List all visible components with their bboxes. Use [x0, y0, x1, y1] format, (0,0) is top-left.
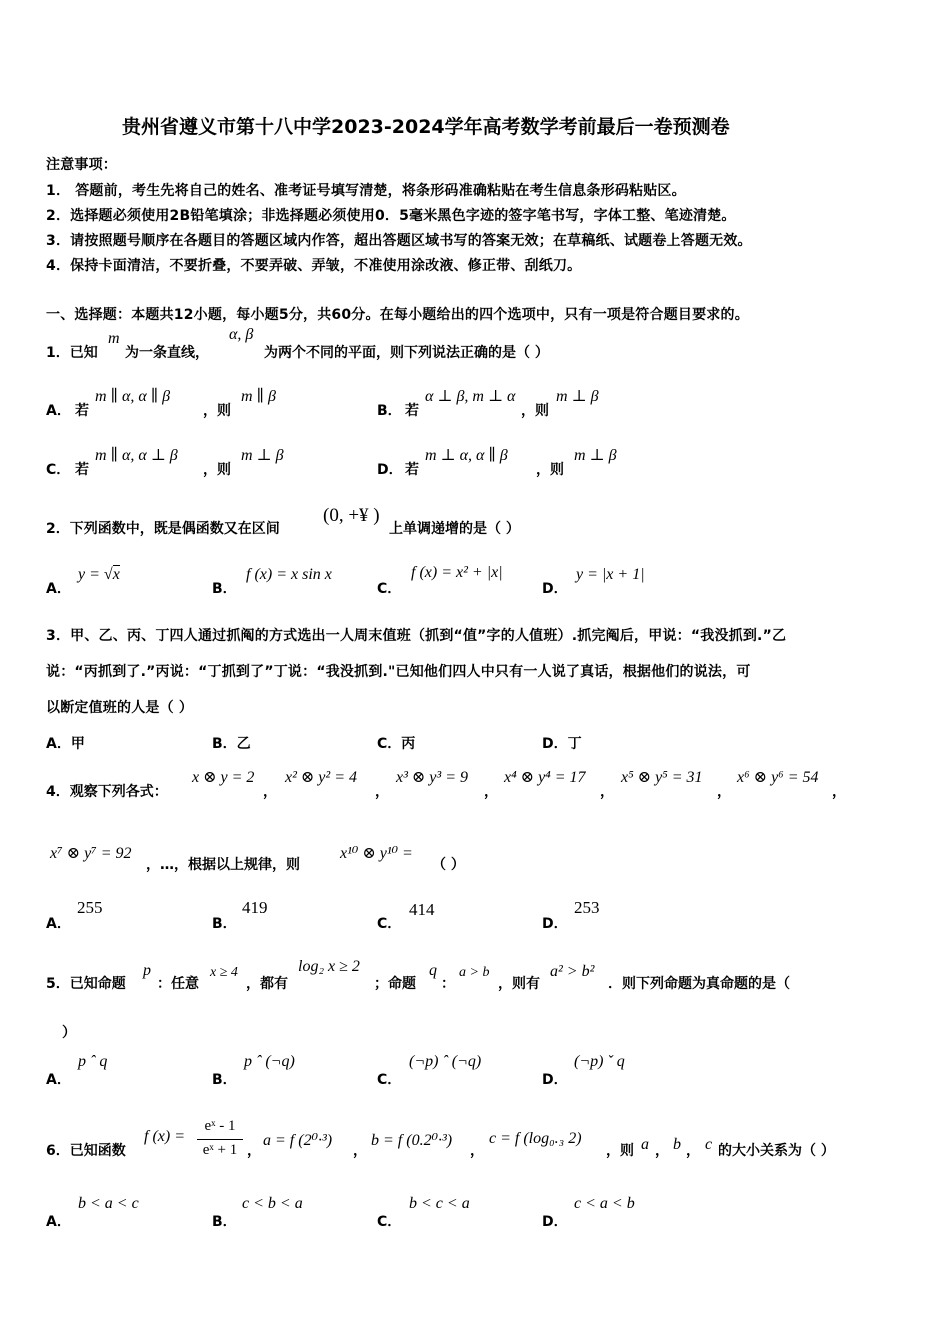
q6-option-d-expr: c < a < b — [574, 1195, 635, 1212]
q6-option-b-label: B． — [212, 1214, 237, 1230]
q3-option-c — [377, 733, 415, 753]
q3-option-a — [46, 733, 85, 753]
q6-fraction-bar — [197, 1139, 243, 1140]
q3-line-3: 以断定值班的人是（ ） — [46, 700, 194, 716]
q5-cond-3: a > b — [459, 965, 490, 980]
q4-option-b-value: 419 — [242, 898, 268, 917]
q5-text-4: ；命题 — [374, 976, 416, 992]
q2-option-a-lhs: y = — [78, 566, 104, 583]
q4-expr-5: x⁵ ⊗ y⁵ = 31 — [621, 769, 703, 786]
q5-option-d-expr: (¬p) ˇ q — [574, 1053, 625, 1070]
q1-option-b-cond: α ⊥ β, m ⊥ α — [425, 388, 516, 405]
q6-var-c: c — [705, 1136, 713, 1153]
notice-item-4: 4．保持卡面清洁，不要折叠，不要弄破、弄皱，不准使用涂改液、修正带、刮纸刀。 — [46, 258, 582, 274]
q5-cond-2: log₂ x ≥ 2 — [298, 958, 360, 975]
q2-text-1: 2．下列函数中，既是偶函数又在区间 — [46, 521, 280, 537]
q1-text-2: 为一条直线， — [125, 345, 209, 361]
q4-option-d-label: D． — [542, 916, 568, 932]
q6-var-a: a — [641, 1136, 649, 1153]
q6-function-numerator: eˣ - 1 — [204, 1118, 236, 1134]
q1-option-c-res: m ⊥ β — [241, 447, 284, 464]
q1-option-b-label: B． — [377, 403, 402, 419]
q3-option-d-text: 丁 — [567, 736, 582, 752]
q1-text-3: 为两个不同的平面，则下列说法正确的是（ ） — [264, 345, 549, 361]
q1-option-c-cond: m ∥ α, α ⊥ β — [95, 447, 178, 464]
q4-comma-1: ， — [263, 784, 277, 800]
notice-item-1: 1． 答题前，考生先将自己的姓名、准考证号填写清楚，将条形码准确粘贴在考生信息条形码粘贴区。 — [46, 183, 686, 199]
q5-option-c-expr: (¬p) ˆ (¬q) — [409, 1053, 482, 1070]
q1-option-a-label: A． — [46, 403, 71, 419]
q2-option-a-radicand: x — [112, 566, 120, 583]
q6-sep-1: ， — [247, 1143, 261, 1159]
q4-option-c-label: C． — [377, 916, 402, 932]
q1-option-c-ze: ，则 — [203, 462, 231, 478]
q5-cond-1: x ≥ 4 — [210, 965, 238, 980]
notice-item-2: 2．选择题必须使用2B铅笔填涂；非选择题必须使用0．5毫米黑色字迹的签字笔书写，字体工整、笔迹清楚。 — [46, 208, 736, 224]
q5-option-a-expr: p ˆ q — [78, 1053, 108, 1070]
q2-interval: (0, +¥ ) — [323, 505, 380, 526]
q3-option-b-text: 乙 — [236, 736, 251, 752]
q3-option-b — [212, 733, 251, 753]
q5-option-b-expr: p ˆ (¬q) — [244, 1053, 295, 1070]
q4-option-d-value: 253 — [574, 898, 600, 917]
q1-planes: α, β — [229, 326, 254, 343]
q3-option-a-label: A． — [46, 736, 71, 752]
q5-var-q: q — [429, 962, 437, 979]
notice-item-3: 3．请按照题号顺序在各题目的答题区域内作答，超出答题区域书写的答案无效；在草稿纸、试题卷上答题无效。 — [46, 233, 752, 249]
q5-text-cont: ） — [62, 1025, 76, 1041]
q5-text-1: 5．已知命题 — [46, 976, 126, 992]
q1-option-d-res: m ⊥ β — [574, 447, 617, 464]
q1-option-b-res: m ⊥ β — [556, 388, 599, 405]
q5-text-2: ：任意 — [157, 976, 199, 992]
q6-option-a-expr: b < a < c — [78, 1195, 139, 1212]
page-title: 贵州省遵义市第十八中学2023-2024学年高考数学考前最后一卷预测卷 — [122, 116, 730, 138]
q4-expr-1: x ⊗ y = 2 — [192, 769, 255, 786]
q1-option-b-ruo: 若 — [405, 403, 419, 419]
q5-var-p: p — [143, 962, 151, 979]
q4-expr-10: x¹⁰ ⊗ y¹⁰ = — [340, 845, 413, 862]
q5-cond-4: a² > b² — [550, 963, 595, 980]
q1-option-a-ze: ，则 — [203, 403, 231, 419]
q3-line-2: 说：“丙抓到了.”丙说：“丁抓到了”丁说：“我没抓到."已知他们四人中只有一人说了真话，根据他们的说法，可 — [46, 664, 751, 680]
q1-option-d-ruo: 若 — [405, 462, 419, 478]
q4-option-a-value: 255 — [77, 898, 103, 917]
q4-text-1: 4．观察下列各式： — [46, 784, 168, 800]
q1-option-a-ruo: 若 — [75, 403, 89, 419]
q6-def-a: a = f (2⁰·³) — [263, 1132, 333, 1149]
q4-expr-3: x³ ⊗ y³ = 9 — [396, 769, 468, 786]
q6-sep-3: ， — [470, 1143, 484, 1159]
q6-text-3: 的大小关系为（ ） — [718, 1143, 835, 1159]
q4-option-a-label: A． — [46, 916, 71, 932]
q4-comma-3: ， — [484, 784, 498, 800]
q2-option-b-label: B． — [212, 581, 237, 597]
q5-option-a-label: A． — [46, 1072, 71, 1088]
q6-var-b: b — [673, 1136, 681, 1153]
q3-option-d-label: D． — [542, 736, 568, 752]
q4-expr-7: x⁷ ⊗ y⁷ = 92 — [50, 845, 132, 862]
sqrt-icon: √ — [103, 566, 113, 583]
q3-option-b-label: B． — [212, 736, 237, 752]
q2-option-a-label: A． — [46, 581, 71, 597]
q4-comma-4: ， — [600, 784, 614, 800]
q4-comma-5: ， — [717, 784, 731, 800]
q4-option-c-value: 414 — [409, 900, 435, 919]
q5-option-c-label: C． — [377, 1072, 402, 1088]
notice-heading: 注意事项： — [46, 157, 117, 173]
q4-option-b-label: B． — [212, 916, 237, 932]
q6-text-1: 6．已知函数 — [46, 1143, 126, 1159]
q6-def-b: b = f (0.2⁰·³) — [371, 1132, 453, 1149]
q5-text-6: ，则有 — [498, 976, 540, 992]
q5-text-7: ．则下列命题为真命题的是（ — [608, 976, 790, 992]
q1-option-c-label: C． — [46, 462, 71, 478]
q5-text-5: ： — [441, 976, 455, 992]
q1-option-a-cond: m ∥ α, α ∥ β — [95, 388, 171, 405]
q2-option-d-expr: y = |x + 1| — [576, 566, 645, 583]
q3-option-c-text: 丙 — [401, 736, 416, 752]
q6-text-2: ，则 — [606, 1143, 634, 1159]
q6-function-denominator: eˣ + 1 — [202, 1142, 238, 1158]
q2-option-c-expr: f (x) = x² + |x| — [411, 564, 503, 581]
q2-option-a-expr — [78, 566, 120, 584]
q4-expr-4: x⁴ ⊗ y⁴ = 17 — [504, 769, 586, 786]
q5-option-d-label: D． — [542, 1072, 568, 1088]
q4-comma-6: ， — [832, 784, 846, 800]
q1-option-b-ze: ，则 — [521, 403, 549, 419]
q1-var-m: m — [108, 330, 120, 347]
q1-option-d-label: D． — [377, 462, 403, 478]
q6-option-c-expr: b < c < a — [409, 1195, 470, 1212]
q6-option-d-label: D． — [542, 1214, 568, 1230]
q1-option-c-ruo: 若 — [75, 462, 89, 478]
q5-text-3: ，都有 — [246, 976, 288, 992]
q3-option-d — [542, 733, 582, 753]
q2-option-d-label: D． — [542, 581, 568, 597]
q6-option-a-label: A． — [46, 1214, 71, 1230]
q3-line-1: 3．甲、乙、丙、丁四人通过抓阄的方式选出一人周末值班（抓到“值”字的人值班）.抓完阄后，甲说：“我没抓到.”乙 — [46, 628, 787, 644]
q1-option-d-ze: ，则 — [536, 462, 564, 478]
q4-expr-6: x⁶ ⊗ y⁶ = 54 — [737, 769, 819, 786]
q6-sep-2: ， — [353, 1143, 367, 1159]
q3-option-a-text: 甲 — [70, 736, 85, 752]
q1-text-1: 1．已知 — [46, 345, 98, 361]
q2-option-b-expr: f (x) = x sin x — [246, 566, 332, 583]
q6-option-b-expr: c < b < a — [242, 1195, 303, 1212]
q6-def-c: c = f (log₀.₃ 2) — [489, 1130, 582, 1147]
q6-sep-5: ， — [686, 1143, 700, 1159]
q5-option-b-label: B． — [212, 1072, 237, 1088]
q3-option-c-label: C． — [377, 736, 402, 752]
q1-option-a-res: m ∥ β — [241, 388, 276, 405]
q6-option-c-label: C． — [377, 1214, 402, 1230]
q1-option-d-cond: m ⊥ α, α ∥ β — [425, 447, 508, 464]
q4-text-2: ，…，根据以上规律，则 — [146, 857, 300, 873]
q4-text-3: （ ） — [432, 857, 465, 873]
section-heading: 一、选择题：本题共12小题，每小题5分，共60分。在每小题给出的四个选项中，只有一项是符合题目要求的。 — [46, 307, 749, 323]
q4-expr-2: x² ⊗ y² = 4 — [285, 769, 357, 786]
q4-comma-2: ， — [375, 784, 389, 800]
q6-function-lhs: f (x) = — [144, 1128, 185, 1145]
q2-option-c-label: C． — [377, 581, 402, 597]
q2-text-2: 上单调递增的是（ ） — [389, 521, 520, 537]
q6-sep-4: ， — [655, 1143, 669, 1159]
